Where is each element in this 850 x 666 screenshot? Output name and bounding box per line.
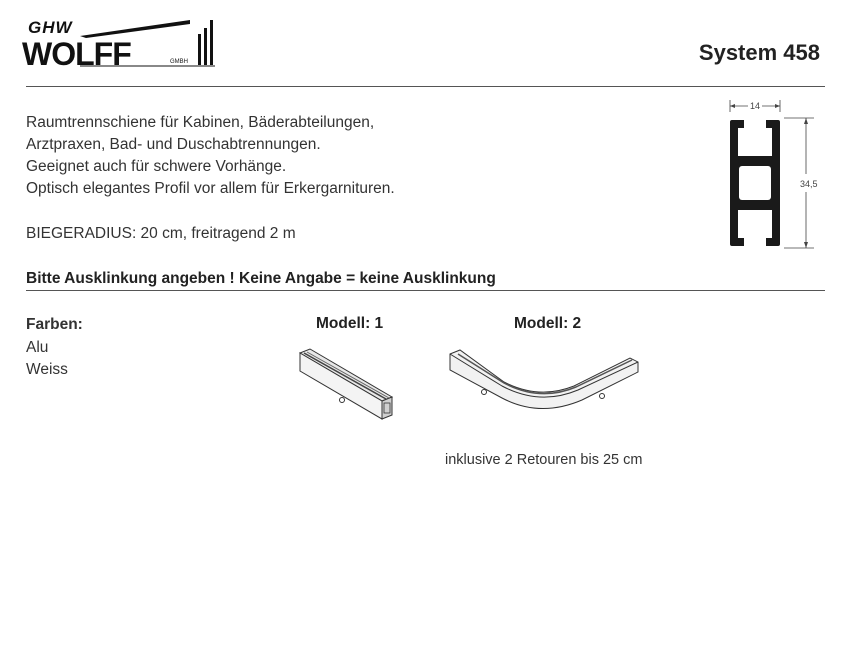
color-option-weiss: Weiss [26, 361, 68, 378]
profile-width-label: 14 [749, 101, 761, 111]
header-divider [26, 86, 825, 87]
description-line: Raumtrennschiene für Kabinen, Bäderabteilungen, [26, 114, 375, 131]
logo-gmbh-text: GMBH [170, 59, 188, 65]
company-logo [22, 18, 192, 70]
profile-height-label: 34,5 [800, 179, 818, 189]
notice-divider [26, 290, 825, 291]
product-description [26, 112, 395, 200]
colors-title: Farben: [26, 316, 83, 333]
description-line: Geeignet auch für schwere Vorhänge. [26, 158, 287, 175]
bending-radius-text: BIEGERADIUS: 20 cm, freitragend 2 m [26, 225, 296, 242]
description-line: Arztpraxen, Bad- und Duschabtrennungen. [26, 136, 321, 153]
logo-wolff-text: WOLFF [22, 36, 131, 72]
profile-cross-section-drawing [722, 96, 832, 256]
model-2-label: Modell: 2 [514, 315, 582, 332]
color-option-alu: Alu [26, 339, 49, 356]
logo-ghw-text: GHW [28, 18, 73, 37]
notch-notice: Bitte Ausklinkung angeben ! Keine Angabe = keine Ausklinkung [26, 270, 496, 287]
model-1-label: Modell: 1 [316, 315, 384, 332]
model-1-straight-rail-image [296, 345, 396, 425]
model-2-returns-note: inklusive 2 Retouren bis 25 cm [445, 452, 643, 468]
model-2-curved-rail-image [444, 348, 640, 428]
description-line: Optisch elegantes Profil vor allem für Erkergarnituren. [26, 180, 395, 197]
system-title: System 458 [698, 40, 820, 65]
